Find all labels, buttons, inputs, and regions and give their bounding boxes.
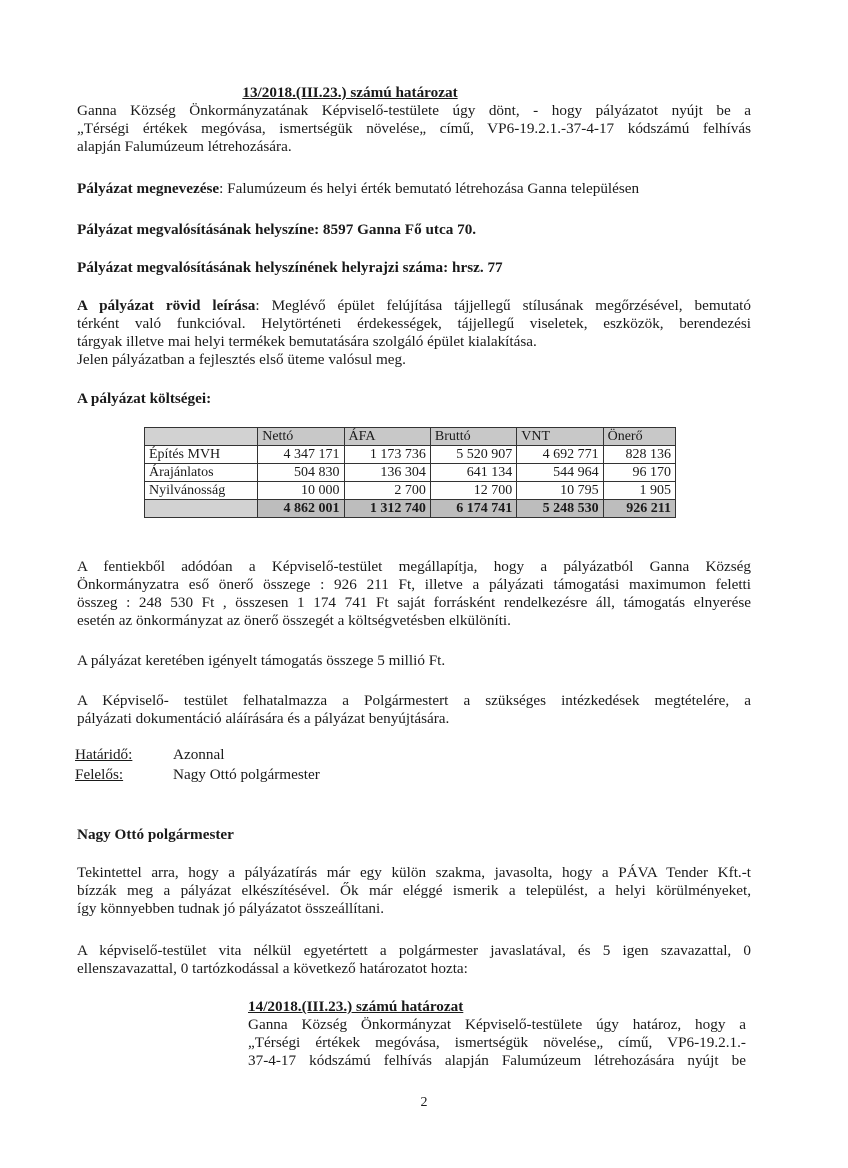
text-line: Ganna Község Önkormányzat Képviselő-testülete úgy határoz, hogy a bbox=[248, 1016, 746, 1033]
text-line: így könnyebben tudnak jó pályázatot összeállítani. bbox=[77, 900, 385, 917]
field-label: Pályázat megnevezése bbox=[77, 180, 220, 197]
table-cell: 828 136 bbox=[603, 446, 675, 464]
field-label: A pályázat rövid leírása bbox=[77, 297, 256, 314]
row-label bbox=[145, 500, 258, 518]
text-line: esetén az önkormányzat az önerő összegét a költségvetésben elkülöníti. bbox=[77, 612, 511, 629]
row-label: Építés MVH bbox=[145, 446, 258, 464]
field-value: : Falumúzeum és helyi érték bemutató létrehozása Ganna településen bbox=[219, 180, 640, 197]
text-line: 37-4-17 kódszámú felhívás alapján Falumúzeum létrehozására nyújt be bbox=[248, 1052, 746, 1069]
total-cell: 6 174 741 bbox=[430, 500, 516, 518]
total-cell: 5 248 530 bbox=[517, 500, 603, 518]
text-line: Önkormányzatra eső önerő összege : 926 211 Ft, illetve a pályázati támogatási maximumon feletti bbox=[77, 576, 751, 593]
table-cell: 2 700 bbox=[344, 482, 430, 500]
row-label: Nyilvánosság bbox=[145, 482, 258, 500]
project-parcel: Pályázat megvalósításának helyszínének helyrajzi száma: hrsz. 77 bbox=[77, 259, 503, 276]
project-location: Pályázat megvalósításának helyszíne: 8597 Ganna Fő utca 70. bbox=[77, 221, 477, 238]
row-label: Árajánlatos bbox=[145, 464, 258, 482]
text-line: pályázati dokumentáció aláírására és a pályázat benyújtására. bbox=[77, 710, 450, 727]
table-cell: 10 000 bbox=[258, 482, 344, 500]
column-header: Önerő bbox=[603, 428, 675, 446]
table-cell: 10 795 bbox=[517, 482, 603, 500]
deadline-row bbox=[75, 746, 224, 764]
deadline-value: Azonnal bbox=[173, 746, 225, 763]
text-line: A Képviselő- testület felhatalmazza a Polgármestert a szükséges intézkedések megtételére, a bbox=[77, 692, 751, 709]
table-cell: 96 170 bbox=[603, 464, 675, 482]
table-row bbox=[145, 482, 676, 500]
table-cell: 12 700 bbox=[430, 482, 516, 500]
column-header: Bruttó bbox=[430, 428, 516, 446]
table-cell: 641 134 bbox=[430, 464, 516, 482]
table-row bbox=[145, 446, 676, 464]
table-cell: 1 173 736 bbox=[344, 446, 430, 464]
text-line: Jelen pályázatban a fejlesztés első üteme valósul meg. bbox=[77, 351, 406, 368]
project-name bbox=[77, 180, 751, 198]
deadline-label: Határidő: bbox=[75, 746, 133, 763]
vote-paragraph bbox=[77, 942, 751, 978]
table-cell: 504 830 bbox=[258, 464, 344, 482]
text-line: Ganna Község Önkormányzatának Képviselő-testülete úgy dönt, - hogy pályázatot nyújt be a bbox=[77, 102, 751, 119]
text-line: Tekintettel arra, hogy a pályázatírás már egy külön szakma, javasolta, hogy a PÁVA Tender Kft.-t bbox=[77, 864, 751, 881]
table-header-row bbox=[145, 428, 676, 446]
page-number: 2 bbox=[420, 1095, 428, 1110]
text-line: bízzák meg a pályázat elkészítésével. Ők már eléggé ismerik a települést, a helyi körülményeket, bbox=[77, 882, 751, 899]
text-line: alapján Falumúzeum létrehozására. bbox=[77, 138, 292, 155]
text-line: ellenszavazattal, 0 tartózkodással a következő határozatot hozta: bbox=[77, 960, 468, 977]
total-cell: 926 211 bbox=[603, 500, 675, 518]
text-line: térként való funkcióval. Helytörténeti érdekességek, tájjellegű viseletek, eszközök, berendezési bbox=[77, 315, 751, 332]
text-line: A képviselő-testület vita nélkül egyetértett a polgármester javaslatával, és 5 igen szavazattal, 0 bbox=[77, 942, 751, 959]
requested-support: A pályázat keretében igényelt támogatás összege 5 millió Ft. bbox=[77, 652, 446, 669]
financing-paragraph bbox=[77, 558, 751, 630]
table-cell: 4 347 171 bbox=[258, 446, 344, 464]
total-cell: 4 862 001 bbox=[258, 500, 344, 518]
table-row bbox=[145, 464, 676, 482]
resolution-title: 14/2018.(III.23.) számú határozat bbox=[248, 998, 464, 1015]
responsible-value: Nagy Ottó polgármester bbox=[173, 766, 320, 783]
authorization-paragraph bbox=[77, 692, 751, 728]
responsible-label: Felelős: bbox=[75, 766, 124, 783]
speech-paragraph bbox=[77, 864, 751, 918]
costs-heading: A pályázat költségei: bbox=[77, 390, 212, 407]
table-total-row bbox=[145, 500, 676, 518]
table-cell: 1 905 bbox=[603, 482, 675, 500]
resolution-title: 13/2018.(III.23.) számú határozat bbox=[242, 84, 458, 101]
text-line: A fentiekből adódóan a Képviselő-testület megállapítja, hogy a pályázatból Ganna Község bbox=[77, 558, 751, 575]
resolution-body bbox=[77, 102, 751, 156]
table-cell: 544 964 bbox=[517, 464, 603, 482]
text-line: összeg : 248 530 Ft , összesen 1 174 741 Ft saját forrásként rendelkezésre áll, támogatás elnyerése bbox=[77, 594, 751, 611]
table-corner-cell bbox=[145, 428, 258, 446]
column-header: VNT bbox=[517, 428, 603, 446]
text-line: „Térségi értékek megóvása, ismertségük növelése„ című, VP6-19.2.1.-37-4-17 kódszámú felhívás bbox=[77, 120, 751, 137]
column-header: ÁFA bbox=[344, 428, 430, 446]
cost-table bbox=[144, 427, 676, 518]
resolution-body bbox=[248, 1016, 746, 1070]
column-header: Nettó bbox=[258, 428, 344, 446]
table-cell: 4 692 771 bbox=[517, 446, 603, 464]
project-description bbox=[77, 297, 751, 369]
responsible-row bbox=[75, 766, 320, 784]
speaker-heading: Nagy Ottó polgármester bbox=[77, 826, 234, 843]
text-line bbox=[77, 297, 751, 315]
table-cell: 136 304 bbox=[344, 464, 430, 482]
text-line: „Térségi értékek megóvása, ismertségük növelése„ című, VP6-19.2.1.- bbox=[248, 1034, 746, 1051]
total-cell: 1 312 740 bbox=[344, 500, 430, 518]
text-line: tárgyak illetve mai helyi termékek bemutatására szolgáló épület kialakítása. bbox=[77, 333, 537, 350]
table-cell: 5 520 907 bbox=[430, 446, 516, 464]
field-value: : Meglévő épület felújítása tájjellegű stílusának megőrzésével, bemutató bbox=[255, 297, 751, 314]
